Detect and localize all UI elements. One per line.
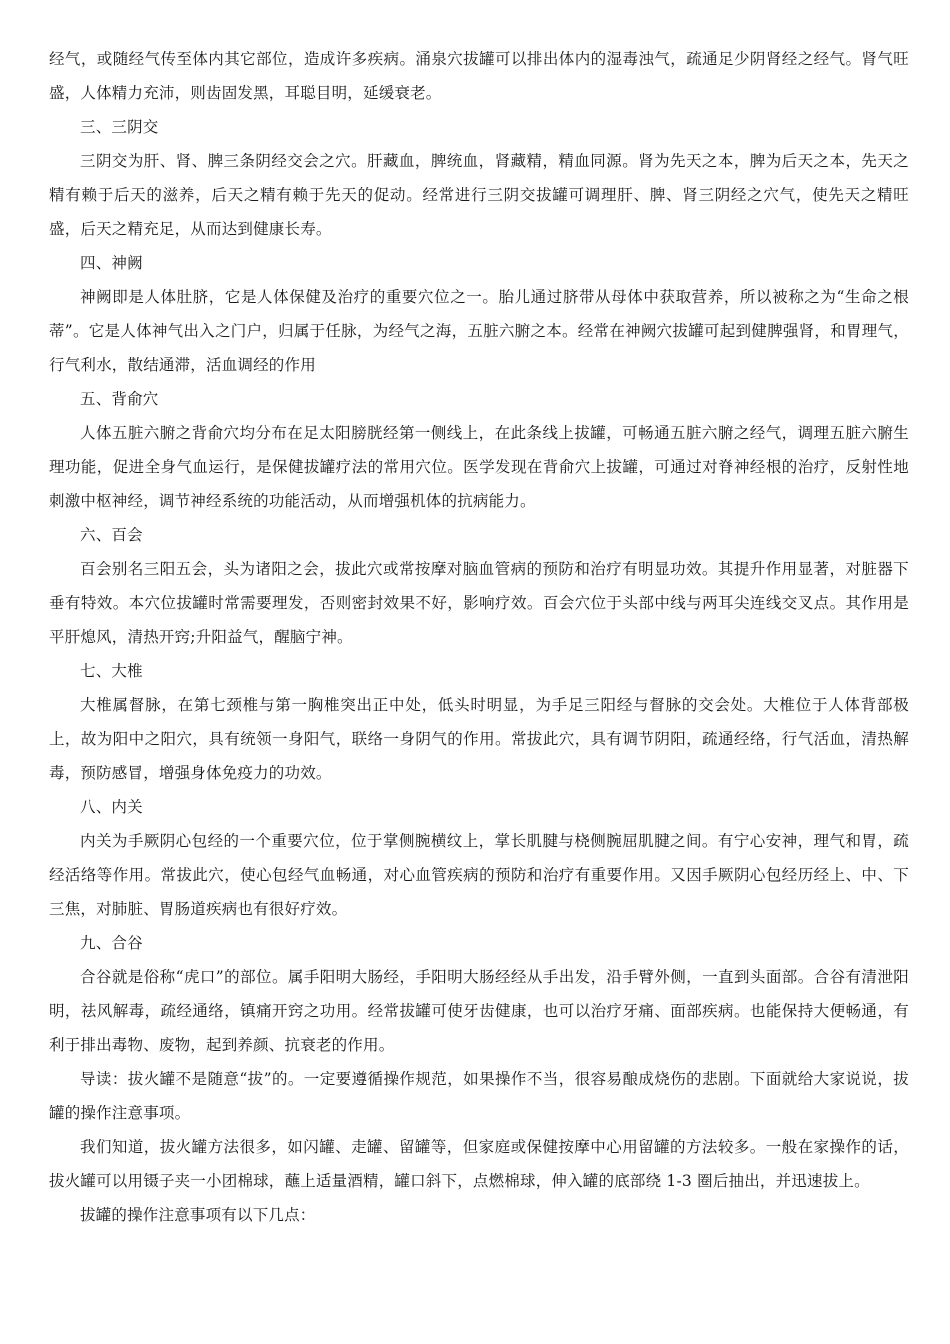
paragraph-method: 我们知道，拔火罐方法很多，如闪罐、走罐、留罐等，但家庭或保健按摩中心用留罐的方法较多。一般在家操作的话，拔火罐可以用镊子夹一小团棉球，蘸上适量酒精，罐口斜下，点燃棉球，伸入罐的底部绕 1-3 圈后抽出，并迅速拔上。 bbox=[49, 1138, 909, 1190]
section-heading-sanyinjiao: 三、三阴交 bbox=[80, 118, 159, 136]
paragraph-guide: 导读：拔火罐不是随意“拔”的。一定要遵循操作规范，如果操作不当，很容易酿成烧伤的悲剧。下面就给大家说说，拔罐的操作注意事项。 bbox=[49, 1070, 909, 1122]
section-heading-baihui: 六、百会 bbox=[80, 526, 143, 544]
paragraph-dazhui: 大椎属督脉，在第七颈椎与第一胸椎突出正中处，低头时明显，为手足三阳经与督脉的交会处。大椎位于人体背部极上，故为阳中之阳穴，具有统领一身阳气，联络一身阴气的作用。常拔此穴，具有调节阴阳，疏通经络，行气活血，清热解毒，预防感冒，增强身体免疫力的功效。 bbox=[49, 696, 909, 782]
section-heading-shenque: 四、神阙 bbox=[80, 254, 143, 272]
paragraph-hegu: 合谷就是俗称“虎口”的部位。属手阳明大肠经，手阳明大肠经经从手出发，沿手臂外侧，一直到头面部。合谷有清泄阳明，祛风解毒，疏经通络，镇痛开窍之功用。经常拔罐可使牙齿健康，也可以治疗牙痛、面部疾病。也能保持大便畅通，有利于排出毒物、废物，起到养颜、抗衰老的作用。 bbox=[49, 968, 909, 1054]
section-heading-beishu: 五、背俞穴 bbox=[80, 390, 159, 408]
paragraph-yongquan-continued: 经气，或随经气传至体内其它部位，造成许多疾病。涌泉穴拔罐可以排出体内的湿毒浊气，疏通足少阴肾经之经气。肾气旺盛，人体精力充沛，则齿固发黑，耳聪目明，延缓衰老。 bbox=[49, 50, 909, 102]
section-heading-dazhui: 七、大椎 bbox=[80, 662, 143, 680]
document-page bbox=[49, 42, 909, 1232]
paragraph-sanyinjiao: 三阴交为肝、肾、脾三条阴经交会之穴。肝藏血，脾统血，肾藏精，精血同源。肾为先天之本，脾为后天之本，先天之精有赖于后天的滋养，后天之精有赖于先天的促动。经常进行三阴交拔罐可调理肝、脾、肾三阴经之穴气，使先天之精旺盛，后天之精充足，从而达到健康长寿。 bbox=[49, 152, 909, 238]
section-heading-hegu: 九、合谷 bbox=[80, 934, 143, 952]
section-heading-neiguan: 八、内关 bbox=[80, 798, 143, 816]
paragraph-shenque: 神阙即是人体肚脐，它是人体保健及治疗的重要穴位之一。胎儿通过脐带从母体中获取营养，所以被称之为“生命之根蒂”。它是人体神气出入之门户，归属于任脉，为经气之海，五脏六腑之本。经常在神阙穴拔罐可起到健脾强肾，和胃理气，行气利水，散结通滞，活血调经的作用 bbox=[49, 288, 909, 374]
paragraph-neiguan: 内关为手厥阴心包经的一个重要穴位，位于掌侧腕横纹上，掌长肌腱与桡侧腕屈肌腱之间。有宁心安神，理气和胃，疏经活络等作用。常拔此穴，使心包经气血畅通，对心血管疾病的预防和治疗有重要作用。又因手厥阴心包经历经上、中、下三焦，对肺脏、胃肠道疾病也有很好疗效。 bbox=[49, 832, 909, 918]
paragraph-precautions-intro: 拔罐的操作注意事项有以下几点： bbox=[80, 1206, 316, 1224]
paragraph-beishu: 人体五脏六腑之背俞穴均分布在足太阳膀胱经第一侧线上，在此条线上拔罐，可畅通五脏六腑之经气，调理五脏六腑生理功能，促进全身气血运行，是保健拔罐疗法的常用穴位。医学发现在背俞穴上拔罐，可通过对脊神经根的治疗，反射性地刺激中枢神经，调节神经系统的功能活动，从而增强机体的抗病能力。 bbox=[49, 424, 909, 510]
paragraph-baihui: 百会别名三阳五会，头为诸阳之会，拔此穴或常按摩对脑血管病的预防和治疗有明显功效。其提升作用显著，对脏器下垂有特效。本穴位拔罐时常需要理发，否则密封效果不好，影响疗效。百会穴位于头部中线与两耳尖连线交叉点。其作用是平肝熄风，清热开窍;升阳益气，醒脑宁神。 bbox=[49, 560, 909, 646]
